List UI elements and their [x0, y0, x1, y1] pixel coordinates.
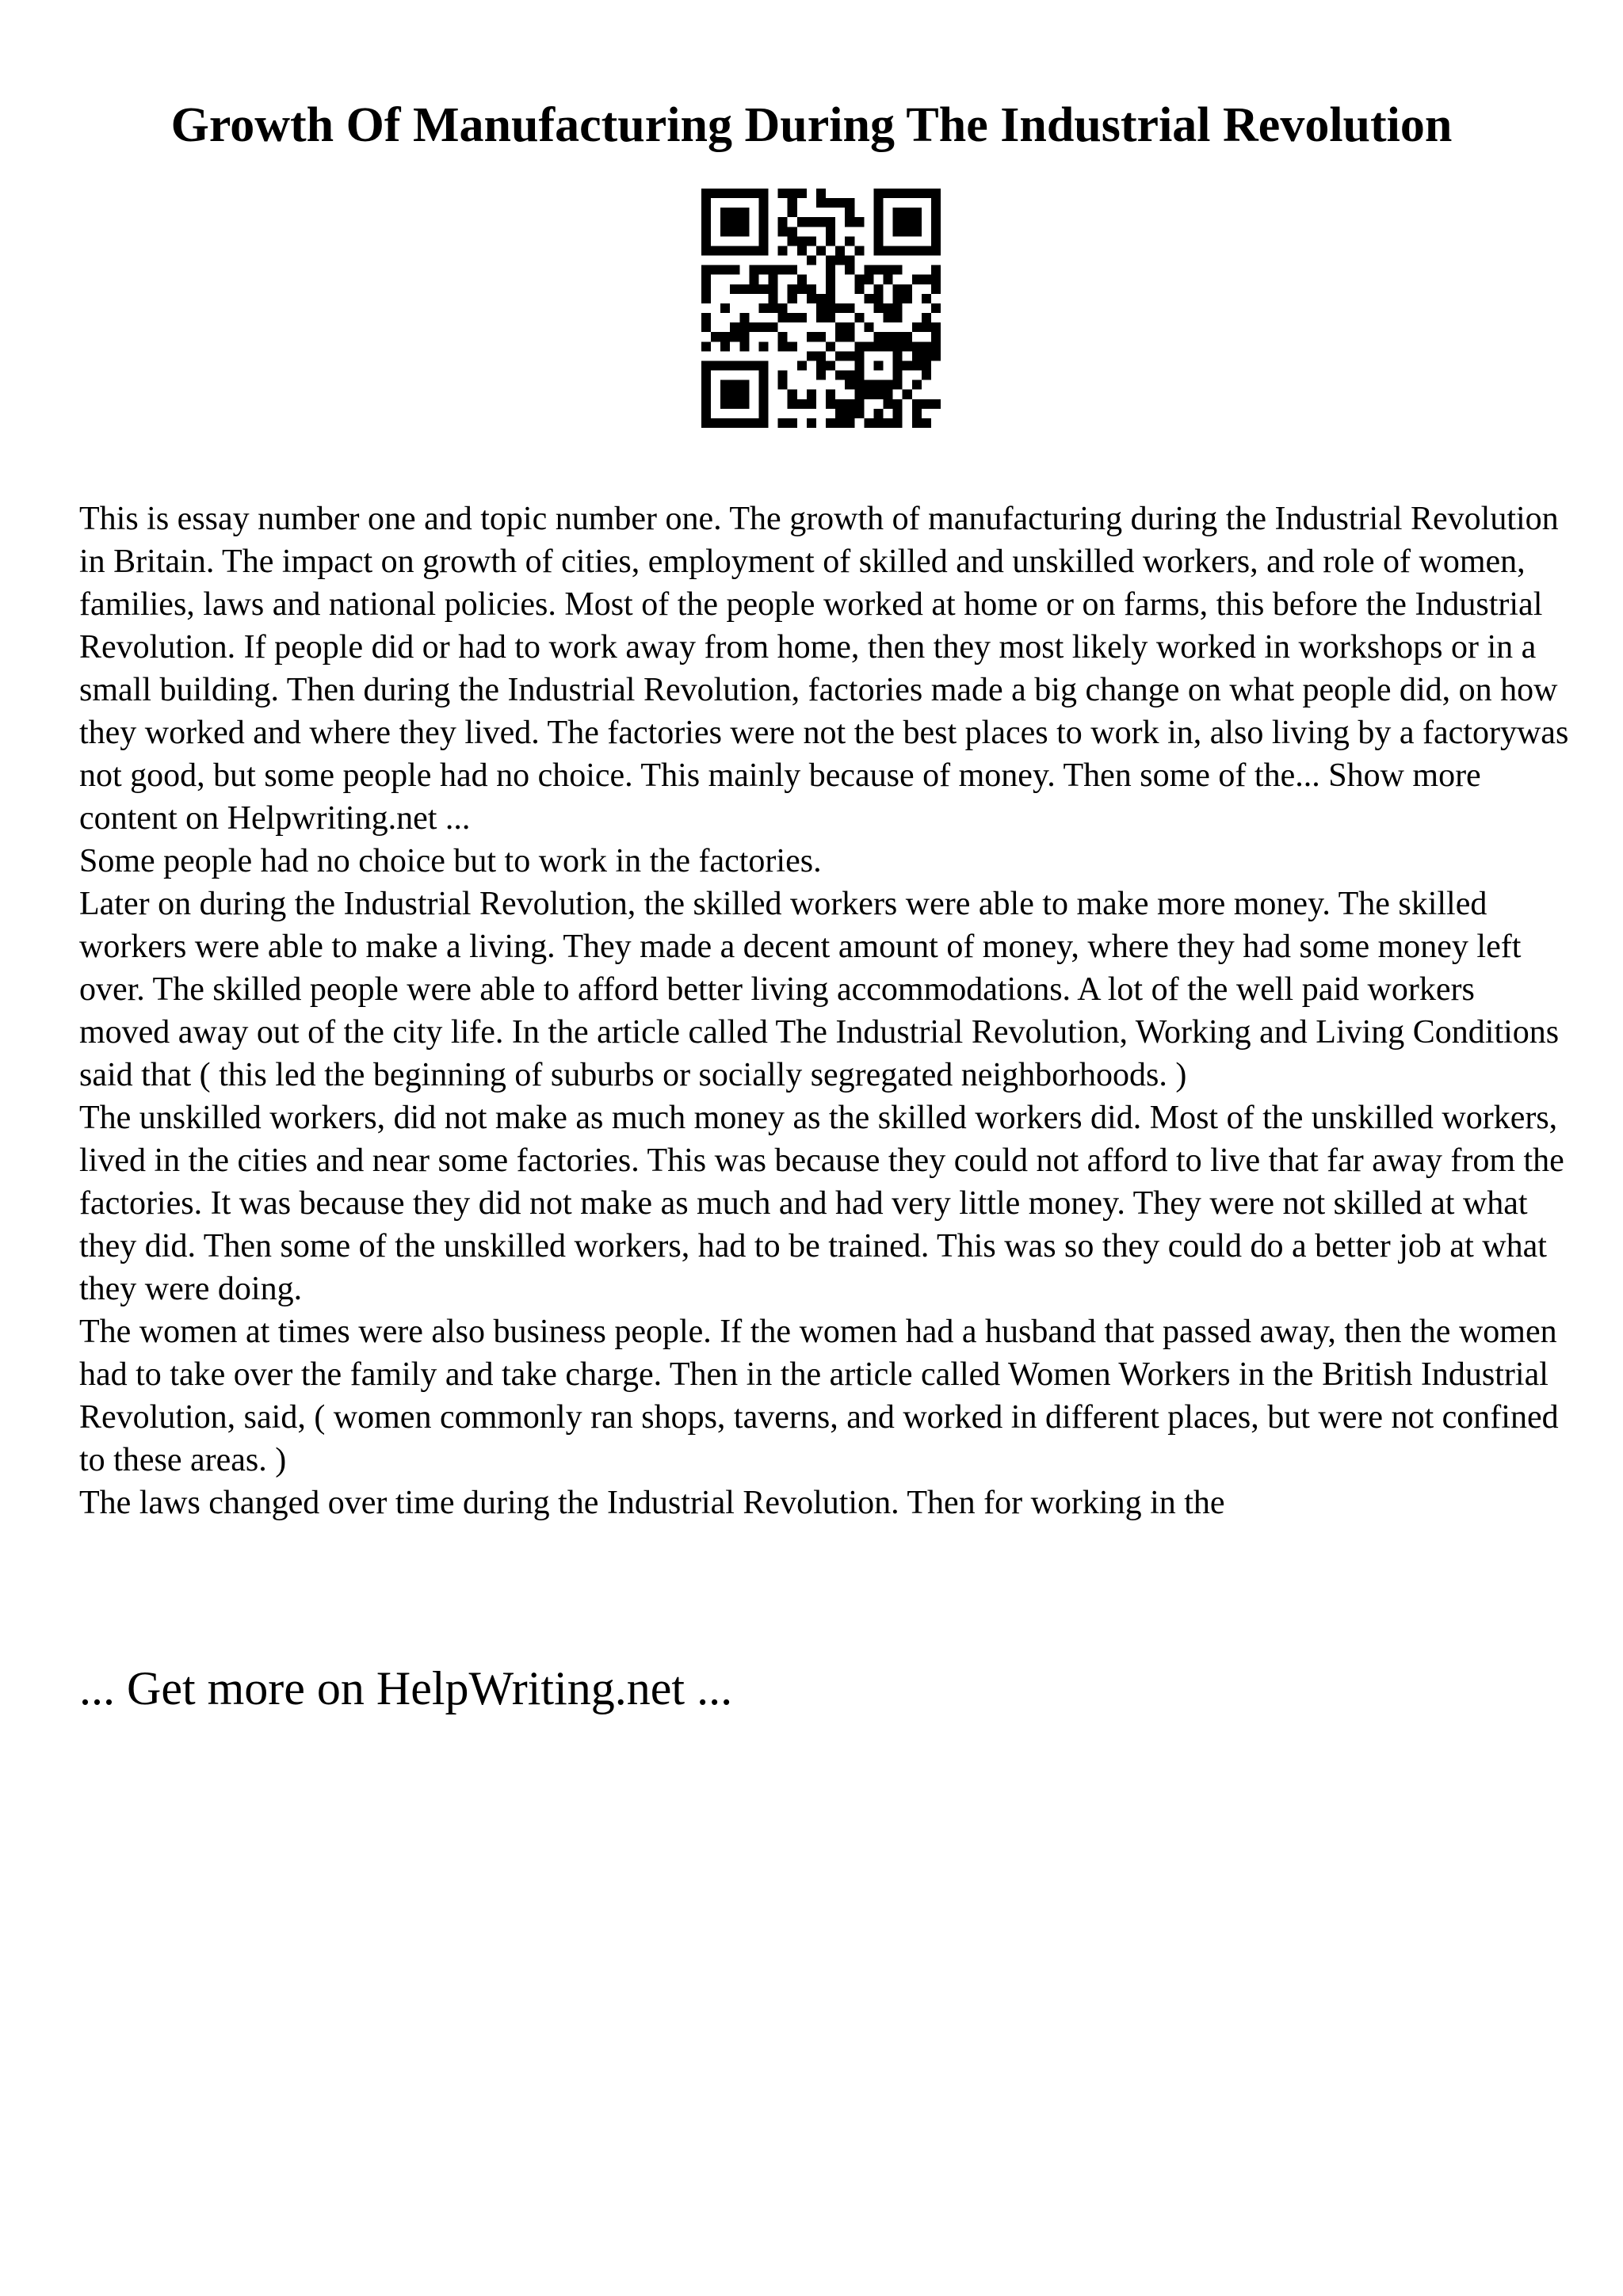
essay-paragraph-5: The women at times were also business people. If the women had a husband that passed away, then the women had to take over the family and take charge. Then in the article called Women Workers in the British Industrial Revolution, said, ( women commonly ran shops, taverns, and worked in different places, but were not confined to these areas. ) — [79, 1314, 1559, 1478]
qr-code-icon[interactable] — [701, 189, 941, 428]
essay-paragraph-6: The laws changed over time during the Industrial Revolution. Then for working in the — [79, 1485, 1225, 1521]
essay-paragraph-3: Later on during the Industrial Revolution, the skilled workers were able to make more money. The skilled workers were able to make a living. They made a decent amount of money, where they had some money left over. The skilled people were able to afford better living accommodations. A lot of the well paid workers moved away out of the city life. In the article called The Industrial Revolution, Working and Living Conditions said that ( this led the beginning of suburbs or socially segregated neighborhoods. ) — [79, 886, 1560, 1093]
essay-paragraph-4: The unskilled workers, did not make as much money as the skilled workers did. Most of the unskilled workers, lived in the cities and near some factories. This was because they could not afford to live that far away from the factories. It was because they did not make as much and had very little money. They were not skilled at what they did. Then some of the unskilled workers, had to be trained. This was so they could do a better job at what they were doing. — [79, 1100, 1564, 1307]
page-title: Growth Of Manufacturing During The Industrial Revolution — [170, 98, 1453, 152]
essay-body — [79, 498, 1569, 1524]
essay-paragraph-1: This is essay number one and topic number one. The growth of manufacturing during the Industrial Revolution in Britain. The impact on growth of cities, employment of skilled and unskilled workers, and role of women, families, laws and national policies. Most of the people worked at home or on farms, this before the Industrial Revolution. If people did or had to work away from home, then they most likely worked in workshops or in a small building. Then during the Industrial Revolution, factories made a big change on what people did, on how they worked and where they lived. The factories were not the best places to work in, also living by a factorywas not good, but some people had no choice. This mainly because of money. Then some of the... Show more content on Helpwriting.net ... — [79, 501, 1569, 837]
get-more-link[interactable]: ... Get more on HelpWriting.net ... — [79, 1662, 733, 1714]
essay-paragraph-2: Some people had no choice but to work in the factories. — [79, 843, 822, 879]
